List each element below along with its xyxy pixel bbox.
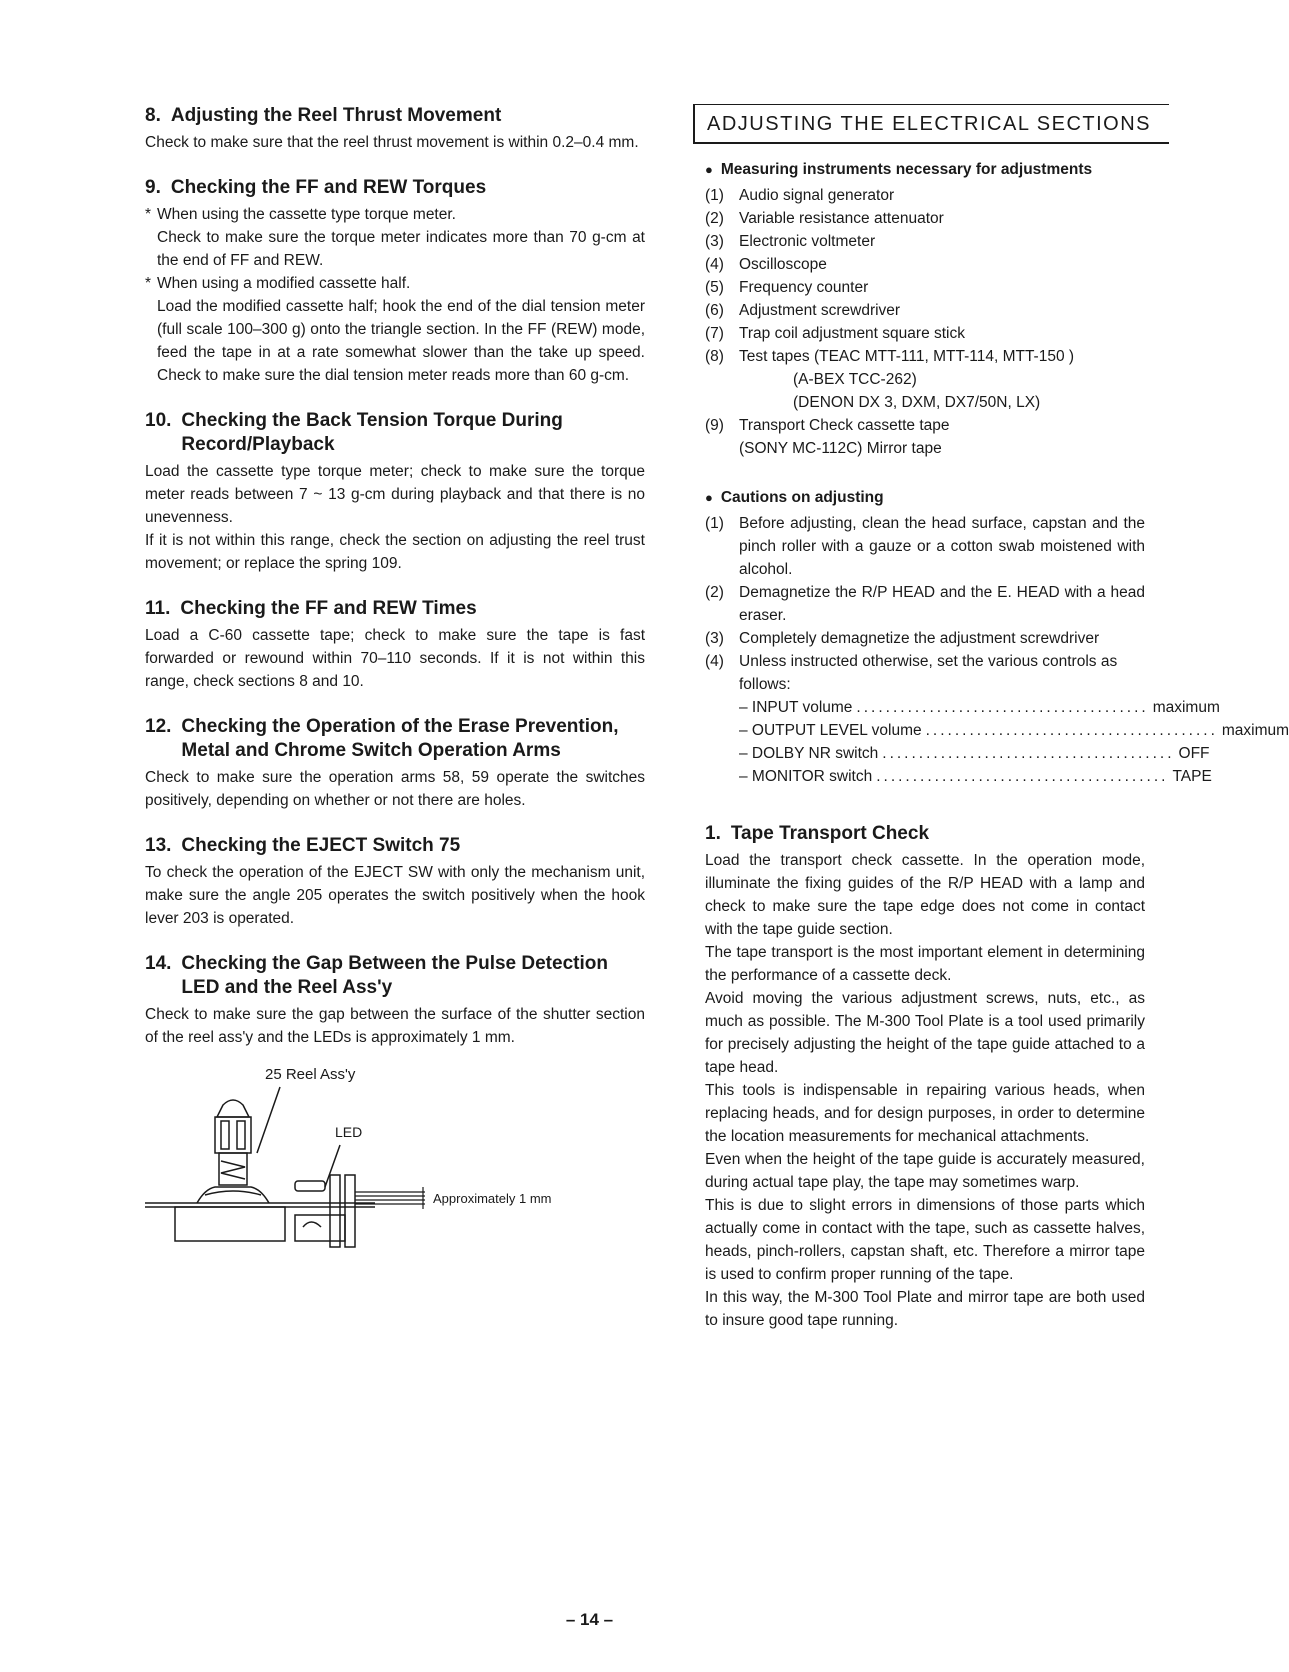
item-number: (1) <box>705 187 724 204</box>
setting-value: OFF <box>1178 745 1210 762</box>
section-14 <box>145 952 645 1252</box>
setting-row <box>705 765 1212 788</box>
item-number: (4) <box>705 653 724 670</box>
section-title: Checking the Gap Between the Pulse Detection LED and the Reel Ass'y <box>181 953 608 998</box>
list-item <box>705 322 1179 345</box>
section-body: Even when the height of the tape guide is accurately measured, during actual tape play, the tape may sometimes warp. <box>705 1151 1145 1191</box>
note-cassette-meter: * When using the cassette type torque meter. <box>145 203 645 226</box>
chapter-title: ADJUSTING THE ELECTRICAL SECTIONS <box>693 104 1169 144</box>
section-heading <box>145 834 645 858</box>
instruments-block <box>705 158 1179 460</box>
note-body: Check to make sure the torque meter indicates more than 70 g-cm at the end of FF and REW. <box>157 229 645 269</box>
item-number: (2) <box>705 584 724 601</box>
item-number: (6) <box>705 302 724 319</box>
item-number: (1) <box>705 515 724 532</box>
item-text: Electronic voltmeter <box>739 233 876 250</box>
led-label: LED <box>335 1124 363 1140</box>
item-number: (7) <box>705 325 724 342</box>
section-8 <box>145 104 645 154</box>
section-13 <box>145 834 645 930</box>
page-number: – 14 – <box>565 1610 614 1629</box>
section-heading <box>145 104 645 128</box>
section-number: 14. <box>145 953 172 974</box>
reel-led-gap-diagram <box>145 1057 615 1247</box>
cautions-heading: ● Cautions on adjusting <box>705 486 1145 509</box>
item-text: Variable resistance attenuator <box>739 210 944 227</box>
item-text: Unless instructed otherwise, set the various controls as follows: <box>739 653 1118 693</box>
led-sensor <box>295 1175 355 1247</box>
section-heading <box>145 952 645 1000</box>
instruments-heading: ● Measuring instruments necessary for adjustments <box>705 158 1179 181</box>
right-column <box>705 104 1289 1332</box>
section-body: The tape transport is the most important element in determining the performance of a cassette deck. <box>705 944 1145 984</box>
setting-label: – MONITOR switch <box>739 768 873 785</box>
section-number: 8. <box>145 105 161 126</box>
section-9 <box>145 176 645 387</box>
item-text: Frequency counter <box>739 279 869 296</box>
section-title: Checking the FF and REW Torques <box>170 177 487 198</box>
setting-label: – INPUT volume <box>739 699 853 716</box>
section-body: Load the transport check cassette. In the operation mode, illuminate the fixing guides of the R/P HEAD with a lamp and check to make sure the tape edge does not come in contact with the tape guide section. <box>705 852 1145 938</box>
section-body: In this way, the M-300 Tool Plate and mirror tape are both used to insure good tape running. <box>705 1289 1145 1329</box>
item-text: Transport Check cassette tape <box>739 417 950 434</box>
section-body: Avoid moving the various adjustment screws, nuts, etc., as much as possible. The M-300 Tool Plate is a tool used primarily for precisely adjusting the height of the tape guide attached to a tape head. <box>705 990 1145 1076</box>
list-item <box>705 207 1179 230</box>
item-number: (4) <box>705 256 724 273</box>
item-number: (2) <box>705 210 724 227</box>
reel-assy-label: 25 Reel Ass'y <box>265 1066 356 1083</box>
setting-value: TAPE <box>1172 768 1212 785</box>
cautions-list <box>705 512 1145 696</box>
item-number: (3) <box>705 630 724 647</box>
item-number: (8) <box>705 348 724 365</box>
section-title: Adjusting the Reel Thrust Movement <box>170 105 502 126</box>
section-number: 10. <box>145 410 172 431</box>
section-10 <box>145 409 645 575</box>
leader-dots: ........................................ <box>882 745 1175 762</box>
section-body: This is due to slight errors in dimensions of those parts which actually come in contact with the tape, such as cassette halves, heads, pinch-rollers, capstan shaft, etc. Therefore a mirror tape is used to confirm proper running of the tape. <box>705 1197 1145 1283</box>
cautions-block <box>705 486 1289 788</box>
instruments-list-cont <box>705 414 1179 437</box>
setting-row <box>705 742 1210 765</box>
instruments-list <box>705 184 1179 368</box>
section-body: Load a C-60 cassette tape; check to make sure the tape is fast forwarded or rewound within 70–110 seconds. If it is not within this range, check sections 8 and 10. <box>145 627 645 690</box>
list-item <box>705 627 1145 650</box>
section-12 <box>145 715 645 812</box>
list-item <box>705 345 1179 368</box>
section-title: Checking the FF and REW Times <box>180 598 477 619</box>
setting-row <box>705 719 1289 742</box>
item-text: Oscilloscope <box>739 256 827 273</box>
test-tape-sub: (DENON DX 3, DXM, DX7/50N, LX) <box>793 394 1041 411</box>
tape-transport-section <box>705 822 1145 1332</box>
leader-dots: ........................................ <box>925 722 1218 739</box>
list-item <box>705 512 1145 581</box>
section-heading <box>145 409 645 457</box>
section-heading <box>145 597 645 621</box>
section-body: Check to make sure the gap between the surface of the shutter section of the reel ass'y and the LEDs is approximately 1 mm. <box>145 1006 645 1046</box>
setting-value: maximum <box>1152 699 1220 716</box>
section-heading <box>145 176 645 200</box>
section-heading <box>145 715 645 763</box>
item-text: Trap coil adjustment square stick <box>739 325 965 342</box>
list-item <box>705 299 1179 322</box>
note-modified-half: * When using a modified cassette half. <box>145 272 645 295</box>
section-body: Check to make sure that the reel thrust movement is within 0.2–0.4 mm. <box>145 134 639 151</box>
section-body: To check the operation of the EJECT SW with only the mechanism unit, make sure the angle 205 operates the switch positively when the hook lever 203 is operated. <box>145 864 645 927</box>
section-number: 11. <box>145 598 171 619</box>
item-number: (3) <box>705 233 724 250</box>
item-number: (5) <box>705 279 724 296</box>
setting-label: – OUTPUT LEVEL volume <box>739 722 922 739</box>
item-number: (9) <box>705 417 724 434</box>
leader-dots: ........................................ <box>856 699 1149 716</box>
section-title: Checking the Back Tension Torque During Record/Playback <box>181 410 563 455</box>
leader-dots: ........................................ <box>876 768 1169 785</box>
setting-value: maximum <box>1221 722 1289 739</box>
item-text: Demagnetize the R/P HEAD and the E. HEAD with a head eraser. <box>739 584 1145 624</box>
section-heading <box>705 822 1145 846</box>
item-text: Audio signal generator <box>739 187 895 204</box>
left-column <box>145 104 645 1274</box>
list-item <box>705 581 1145 627</box>
list-item <box>705 650 1145 696</box>
section-number: 1. <box>705 823 721 844</box>
section-body: If it is not within this range, check the section on adjusting the reel trust movement; or replace the spring 109. <box>145 532 645 572</box>
item-text: Before adjusting, clean the head surface, capstan and the pinch roller with a gauze or a cotton swab moistened with alcohol. <box>739 515 1145 578</box>
section-body: Load the cassette type torque meter; check to make sure the torque meter reads between 7 ~ 13 g-cm during playback and that there is no unevenness. <box>145 463 645 526</box>
item-text: Completely demagnetize the adjustment screwdriver <box>739 630 1100 647</box>
list-item <box>705 253 1179 276</box>
section-title: Tape Transport Check <box>730 823 930 844</box>
section-number: 12. <box>145 716 172 737</box>
section-title: Checking the EJECT Switch 75 <box>181 835 461 856</box>
section-number: 13. <box>145 835 172 856</box>
section-body: This tools is indispensable in repairing various heads, when replacing heads, and for design purposes, in order to determine the location measurements for mechanical attachments. <box>705 1082 1145 1145</box>
item-text: Adjustment screwdriver <box>739 302 901 319</box>
section-11 <box>145 597 645 693</box>
list-item <box>705 230 1179 253</box>
section-body: Check to make sure the operation arms 58, 59 operate the switches positively, depending on whether or not there are holes. <box>145 769 645 809</box>
test-tape-sub: (A-BEX TCC-262) <box>793 371 917 388</box>
list-item <box>705 276 1179 299</box>
gap-indicator <box>355 1187 425 1209</box>
led-leader-line <box>325 1145 340 1187</box>
gap-label: Approximately 1 mm <box>433 1191 552 1206</box>
list-item <box>705 184 1179 207</box>
section-title: Checking the Operation of the Erase Prevention, Metal and Chrome Switch Operation Arms <box>181 716 619 761</box>
section-number: 9. <box>145 177 161 198</box>
setting-row <box>705 696 1220 719</box>
item-text: Test tapes (TEAC MTT-111, MTT-114, MTT-150 ) <box>739 348 1075 365</box>
list-item <box>705 414 1179 437</box>
setting-label: – DOLBY NR switch <box>739 745 879 762</box>
mirror-tape-sub: (SONY MC-112C) Mirror tape <box>739 440 942 457</box>
note-body: Load the modified cassette half; hook the end of the dial tension meter (full scale 100–300 g) onto the triangle section. In the FF (REW) mode, feed the tape in at a rate somewhat slower than the take up speed. Check to make sure the dial tension meter reads more than 60 g-cm. <box>157 298 645 384</box>
reel-leader-line <box>257 1087 280 1153</box>
